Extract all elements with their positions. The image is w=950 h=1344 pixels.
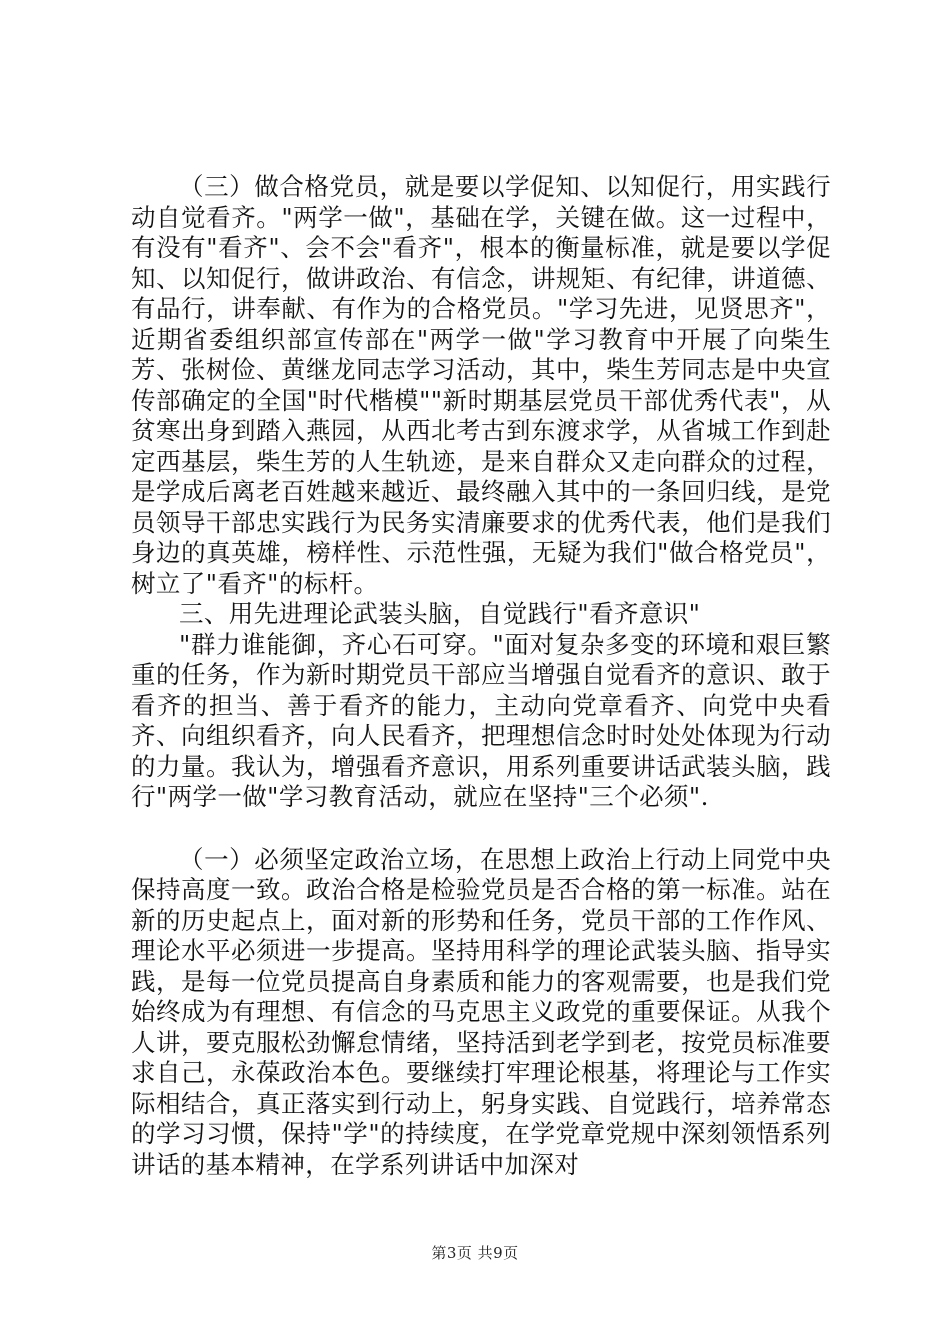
paragraph-1-political-stance: （一）必须坚定政治立场，在思想上政治上行动上同党中央保持高度一致。政治合格是检验党员是否合格的第一标准。站在新的历史起点上，面对新的形势和任务，党员干部的工作作风、理论水平必须进一步提高。坚持用科学的理论武装头脑、指导实践，是每一位党员提高自身素质和能力的客观需要，也是我们党始终成为有理想、有信念的马克思主义政党的重要保证。从我个人讲，要克服松劲懈怠情绪，坚持活到老学到老，按党员标准要求自己，永葆政治本色。要继续打牢理论根基，将理论与工作实际相结合，真正落实到行动上，躬身实践、自觉践行，培养常态的学习习惯，保持"学"的持续度，在学党章党规中深刻领悟系列讲话的基本精神，在学系列讲话中加深对 [131, 844, 831, 1179]
page-number-footer: 第3页 共9页 [431, 1244, 519, 1262]
section-heading-3: 三、用先进理论武装头脑，自觉践行"看齐意识" [179, 599, 701, 628]
paragraph-spacer [131, 813, 831, 845]
document-body [131, 172, 831, 1180]
paragraph-unity-quote: "群力谁能御，齐心石可穿。"面对复杂多变的环境和艰巨繁重的任务，作为新时期党员干部应当增强自觉看齐的意识、敢于看齐的担当、善于看齐的能力，主动向党章看齐、向党中央看齐、向组织看齐，向人民看齐，把理想信念时时处处体现为行动的力量。我认为，增强看齐意识，用系列重要讲话武装头脑，践行"两学一做"学习教育活动，就应在坚持"三个必须". [131, 629, 831, 811]
paragraph-3-qualified-member: （三）做合格党员，就是要以学促知、以知促行，用实践行动自觉看齐。"两学一做"，基础在学，关键在做。这一过程中，有没有"看齐"、会不会"看齐"，根本的衡量标准，就是要以学促知、以知促行，做讲政治、有信念，讲规矩、有纪律，讲道德、有品行，讲奉献、有作为的合格党员。"学习先进，见贤思齐"，近期省委组织部宣传部在"两学一做"学习教育中开展了向柴生芳、张树俭、黄继龙同志学习活动，其中，柴生芳同志是中央宣传部确定的全国"时代楷模""新时期基层党员干部优秀代表"，从贫寒出身到踏入燕园，从西北考古到东渡求学，从省城工作到赴定西基层，柴生芳的人生轨迹，是来自群众又走向群众的过程，是学成后离老百姓越来越近、最终融入其中的一条回归线，是党员领导干部忠实践行为民务实清廉要求的优秀代表，他们是我们身边的真英雄，榜样性、示范性强，无疑为我们"做合格党员"，树立了"看齐"的标杆。 [131, 172, 831, 598]
